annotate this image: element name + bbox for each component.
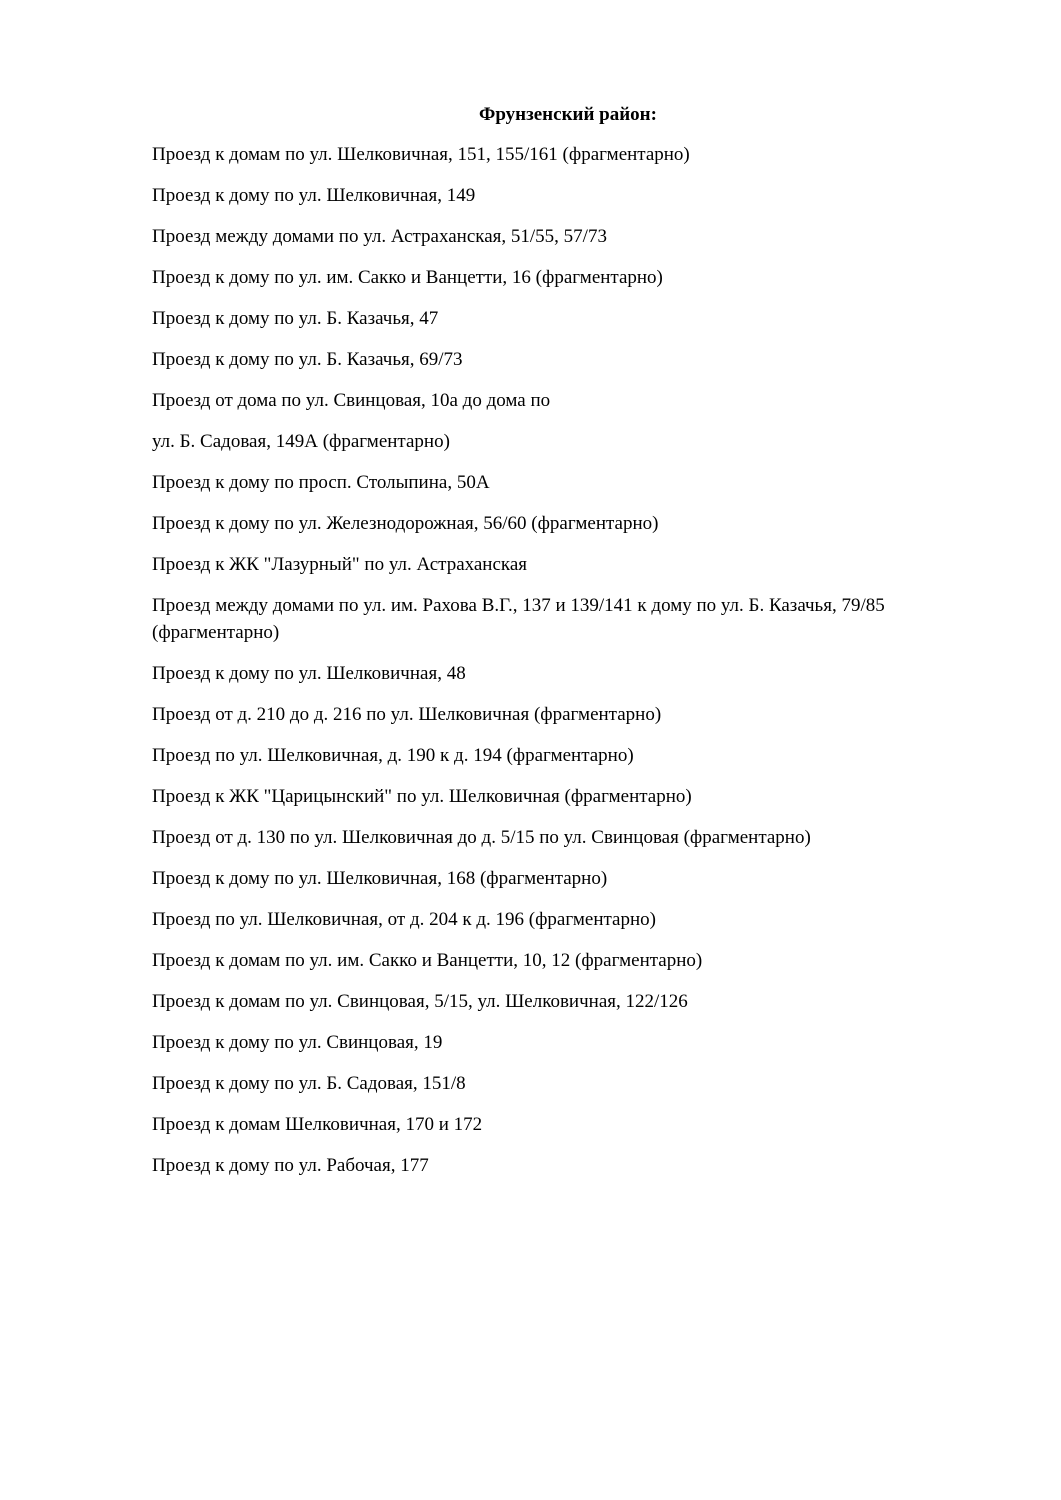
list-item: Проезд к домам по ул. Свинцовая, 5/15, ул. Шелковичная, 122/126 <box>152 991 688 1012</box>
list-item: Проезд к дому по ул. Шелковичная, 149 <box>152 185 476 206</box>
list-item: Проезд к дому по ул. им. Сакко и Ванцетти, 16 (фрагментарно) <box>152 267 663 288</box>
list-item: Проезд к домам Шелковичная, 170 и 172 <box>152 1114 483 1135</box>
list-item: Проезд между домами по ул. им. Рахова В.Г., 137 и 139/141 к дому по ул. Б. Казачья, 79/85 (фрагментарно) <box>152 595 885 643</box>
list-item: Проезд к дому по ул. Б. Садовая, 151/8 <box>152 1073 466 1094</box>
list-item: Проезд к дому по ул. Свинцовая, 19 <box>152 1032 443 1053</box>
list-item: Проезд по ул. Шелковичная, от д. 204 к д. 196 (фрагментарно) <box>152 909 656 930</box>
list-item: Проезд к дому по ул. Рабочая, 177 <box>152 1155 429 1176</box>
list-item: Проезд к ЖК "Лазурный" по ул. Астраханская <box>152 554 528 575</box>
list-item: Проезд от дома по ул. Свинцовая, 10а до дома по <box>152 390 551 411</box>
list-item: Проезд к дому по ул. Шелковичная, 48 <box>152 663 466 684</box>
list-item: Проезд к домам по ул. им. Сакко и Ванцетти, 10, 12 (фрагментарно) <box>152 950 703 971</box>
list-item: Проезд к дому по просп. Столыпина, 50А <box>152 472 490 493</box>
list-item: Проезд к дому по ул. Шелковичная, 168 (фрагментарно) <box>152 868 608 889</box>
list-item: Проезд к домам по ул. Шелковичная, 151, 155/161 (фрагментарно) <box>152 144 690 165</box>
district-heading: Фрунзенский район: <box>479 104 657 125</box>
list-item: Проезд к ЖК "Царицынский" по ул. Шелковичная (фрагментарно) <box>152 786 692 807</box>
list-item: Проезд от д. 130 по ул. Шелковичная до д. 5/15 по ул. Свинцовая (фрагментарно) <box>152 827 811 848</box>
list-item: Проезд по ул. Шелковичная, д. 190 к д. 194 (фрагментарно) <box>152 745 634 766</box>
list-item: ул. Б. Садовая, 149А (фрагментарно) <box>152 431 450 452</box>
road-list <box>152 141 1002 1193</box>
list-item: Проезд к дому по ул. Железнодорожная, 56/60 (фрагментарно) <box>152 513 659 534</box>
list-item: Проезд к дому по ул. Б. Казачья, 69/73 <box>152 349 463 370</box>
list-item: Проезд между домами по ул. Астраханская, 51/55, 57/73 <box>152 226 607 247</box>
list-item: Проезд от д. 210 до д. 216 по ул. Шелковичная (фрагментарно) <box>152 704 662 725</box>
list-item: Проезд к дому по ул. Б. Казачья, 47 <box>152 308 439 329</box>
